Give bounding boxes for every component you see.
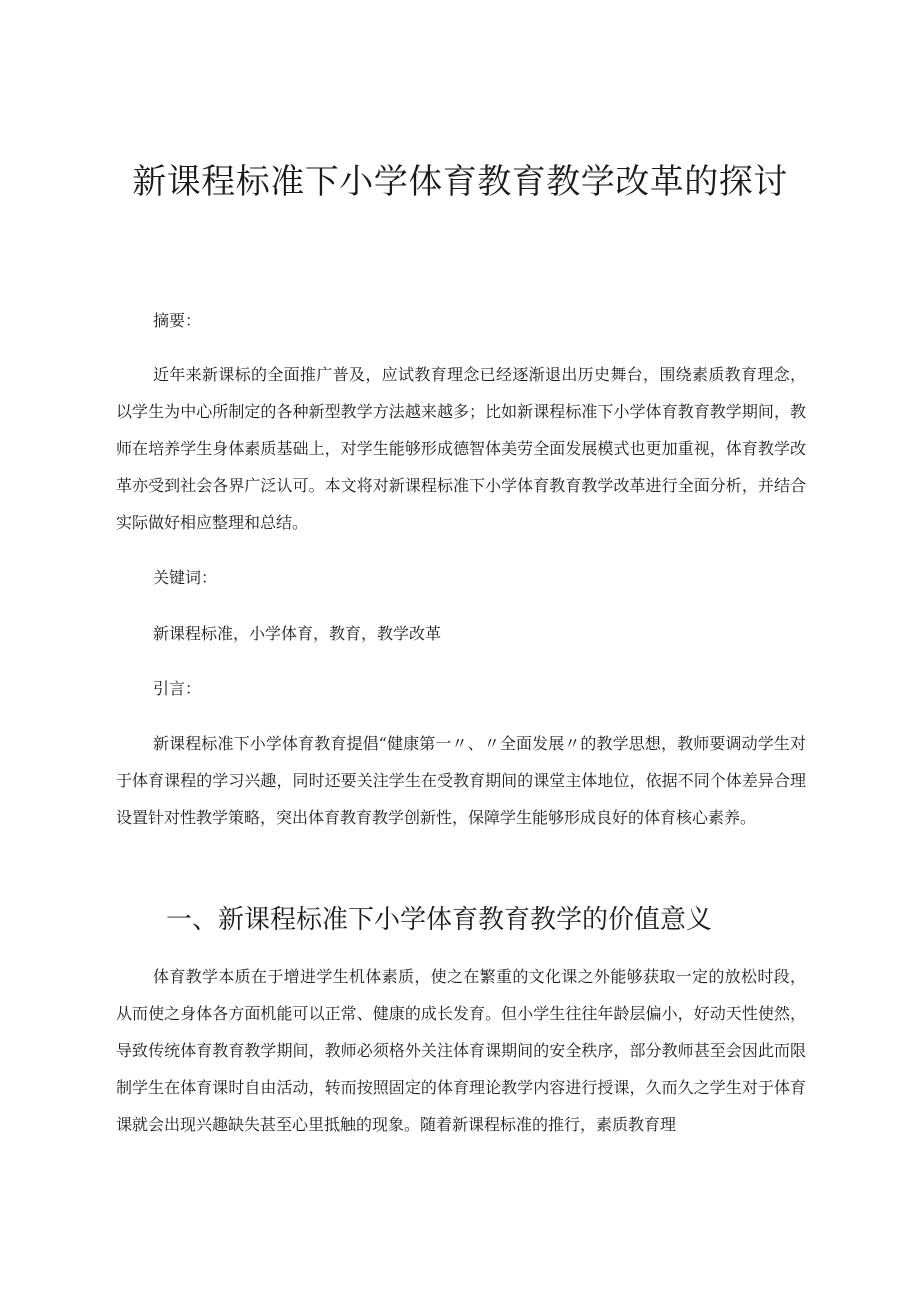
keywords-label: 关键词： [153,568,218,587]
intro-label: 引言： [153,679,202,698]
section-1-heading: 一、新课程标准下小学体育教育教学的价值意义 [166,905,713,935]
abstract-paragraph: 近年来新课标的全面推广普及，应试教育理念已经逐渐退出历史舞台，围绕素质教育理念，以学生为中心所制定的各种新型教学方法越来越多；比如新课程标准下小学体育教育教学期间，教师在培养学生身体素质基础上，对学生能够形成德智体美劳全面发展模式也更加重视，体育教学改革亦受到社会各界广泛认可。本文将对新课程标准下小学体育教育教学改革进行全面分析，并结合实际做好相应整理和总结。 [116,365,806,532]
abstract-label: 摘要： [153,311,202,330]
document-title: 新课程标准下小学体育教育教学改革的探讨 [132,162,788,202]
section-1-paragraph: 体育教学本质在于增进学生机体素质，使之在繁重的文化课之外能够获取一定的放松时段，从而使之身体各方面机能可以正常、健康的成长发育。但小学生往往年龄层偏小，好动天性使然，导致传统体育教育教学期间，教师必须格外关注体育课期间的安全秩序，部分教师甚至会因此而限制学生在体育课时自由活动，转而按照固定的体育理论教学内容进行授课，久而久之学生对于体育课就会出现兴趣缺失甚至心里抵触的现象。随着新课程标准的推行，素质教育理 [116,967,806,1134]
keywords-text: 新课程标准，小学体育，教育，教学改革 [153,624,442,643]
intro-paragraph: 新课程标准下小学体育教育提倡“健康第一〃、〃全面发展〃的教学思想，教师要调动学生对于体育课程的学习兴趣，同时还要关注学生在受教育期间的课堂主体地位，依据不同个体差异合理设置针对性教学策略，突出体育教育教学创新性，保障学生能够形成良好的体育核心素养。 [116,734,806,827]
